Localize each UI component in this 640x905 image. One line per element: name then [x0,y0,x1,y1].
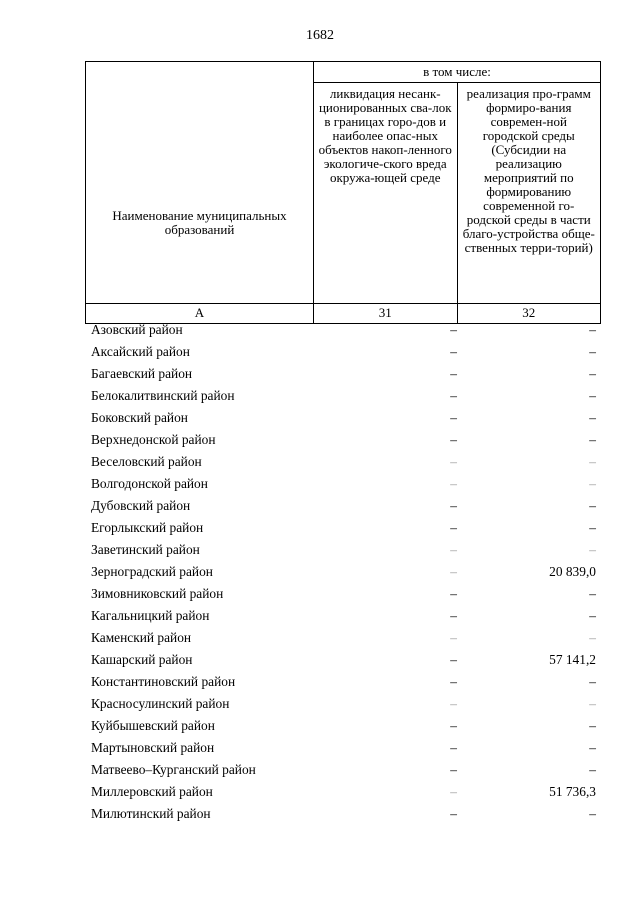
row-value-31: – [450,410,457,425]
row-value-31: – [450,520,457,535]
row-value-32: – [589,718,596,733]
row-name: Куйбышевский район [91,718,215,733]
row-value-32: – [589,608,596,623]
row-value-31: – [450,476,457,491]
row-value-31: – [450,762,457,777]
row-value-31: – [450,432,457,447]
row-value-31: – [450,740,457,755]
row-value-31: – [450,586,457,601]
colno-31: 31 [314,304,458,324]
row-value-31: – [450,674,457,689]
row-value-32: – [589,366,596,381]
colno-32: 32 [457,304,601,324]
table-row [85,693,601,715]
header-in-total: в том числе: [314,62,601,83]
row-value-32: – [589,410,596,425]
row-value-31: – [450,366,457,381]
row-value-31: – [450,564,457,579]
row-value-32: – [589,630,596,645]
row-value-32: – [589,344,596,359]
table-row [85,429,601,451]
row-value-32: – [589,322,596,337]
row-value-32: – [589,762,596,777]
row-name: Каменский район [91,630,192,645]
row-value-32: 51 736,3 [549,784,596,799]
table-row [85,671,601,693]
row-value-32: – [589,498,596,513]
row-value-32: – [589,806,596,821]
row-value-31: – [450,454,457,469]
table-row [85,407,601,429]
table-row [85,803,601,825]
row-value-32: – [589,432,596,447]
table-row [85,385,601,407]
colno-a: А [86,304,314,324]
row-name: Боковский район [91,410,188,425]
row-value-31: – [450,322,457,337]
table-row [85,451,601,473]
row-name: Красносулинский район [91,696,230,711]
row-name: Дубовский район [91,498,191,513]
row-name: Зимовниковский район [91,586,224,601]
row-name: Зерноградский район [91,564,213,579]
row-name: Кашарский район [91,652,193,667]
row-value-31: – [450,696,457,711]
row-value-32: – [589,476,596,491]
header-name-cell: Наименование муниципальных образований [86,62,314,304]
row-value-31: – [450,542,457,557]
row-name: Милютинский район [91,806,211,821]
row-value-32: 57 141,2 [549,652,596,667]
row-value-32: – [589,388,596,403]
table-row [85,781,601,803]
table-body [85,319,601,825]
row-name: Верхнедонской район [91,432,216,447]
row-value-32: – [589,542,596,557]
row-value-31: – [450,806,457,821]
table-row [85,561,601,583]
row-name: Мартыновский район [91,740,215,755]
row-value-31: – [450,784,457,799]
row-value-32: – [589,674,596,689]
row-value-31: – [450,608,457,623]
row-value-32: – [589,520,596,535]
table-row [85,605,601,627]
row-value-31: – [450,388,457,403]
table-row [85,737,601,759]
row-name: Багаевский район [91,366,193,381]
header-col-31: ликвидация несанк-ционированных сва-лок в границах горо-дов и наиболее опас-ных объектов накоп-ленного экологиче-ского вреда окружа-ющей среде [314,83,458,304]
table-row [85,517,601,539]
row-name: Миллеровский район [91,784,213,799]
table-row [85,627,601,649]
row-name: Заветинский район [91,542,200,557]
row-name: Волгодонской район [91,476,208,491]
row-value-32: – [589,740,596,755]
table-header [85,61,601,324]
row-name: Веселовский район [91,454,202,469]
row-value-32: – [589,586,596,601]
row-name: Кагальницкий район [91,608,210,623]
table-row [85,319,601,341]
row-value-31: – [450,630,457,645]
table-row [85,363,601,385]
page-number: 1682 [306,28,334,43]
table-row [85,583,601,605]
row-value-32: – [589,454,596,469]
table-row [85,495,601,517]
row-name: Константиновский район [91,674,236,689]
row-value-31: – [450,344,457,359]
table-row [85,539,601,561]
row-name: Белокалитвинский район [91,388,235,403]
row-value-31: – [450,498,457,513]
table-row [85,759,601,781]
row-value-31: – [450,652,457,667]
row-name: Егорлыкский район [91,520,204,535]
row-value-31: – [450,718,457,733]
row-value-32: 20 839,0 [549,564,596,579]
row-name: Аксайский район [91,344,190,359]
row-value-32: – [589,696,596,711]
table-row [85,341,601,363]
table-row [85,473,601,495]
table-row [85,649,601,671]
table-row [85,715,601,737]
row-name: Матвеево–Курганский район [91,762,256,777]
header-col-32: реализация про-грамм формиро-вания современ-ной городской среды (Субсидии на реализацию мероприятий по формированию современной го-родской среды в части благо-устройства обще-ственных терри-торий) [457,83,601,304]
row-name: Азовский район [91,322,183,337]
